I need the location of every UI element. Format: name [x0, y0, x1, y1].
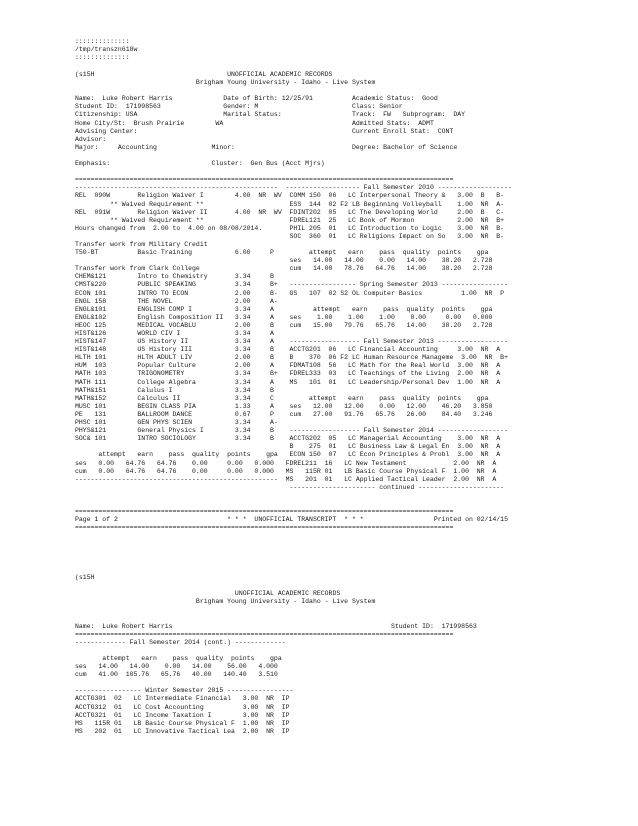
transcript-line: ================================================================================================= — [75, 508, 454, 516]
transcript-line: :::::::::::::: — [75, 38, 130, 45]
transcript-line: Advising Center: Current Enroll Stat: CONT — [75, 127, 454, 135]
transcript-line: ** Waived Requirement ** FDREL121 25 LC Book of Mormon 2.00 NR B+ — [75, 216, 505, 224]
file-header — [75, 38, 137, 62]
transcript-line: Emphasis: Cluster: Gen Bus (Acct Mjrs) — [75, 160, 325, 168]
transcript-line — [75, 87, 512, 95]
transcript-line: Transfer work from Military Credit — [75, 240, 208, 248]
transcript-line: CHEM&121 Intro to Chemistry 3.34 B — [75, 273, 274, 281]
transcript-line: PHYS&121 General Physics I 3.34 B ------------------ Fall Semester 2014 ------------------ — [75, 427, 508, 435]
transcript-line: ---------------------- continued ---------------------- — [75, 483, 505, 491]
transcript-line: (s15H — [75, 574, 95, 581]
transcript-line: T50-BT Basic Training 6.00 P attempt earn pass quality points gpa — [75, 249, 489, 257]
transcript-line: PHSC 101 GEN PHYS SCIEN 3.34 A- — [75, 419, 278, 427]
transcript-line: cum 0.00 64.76 64.76 0.00 0.00 0.000 MS 115R 01 LB Basic Course Physical F 1.00 NR A — [75, 467, 497, 475]
transcript-line: HLTH 101 HLTH ADULT LIV 2.00 B B 370 06 F2 LC Human Resource Manageme 3.00 NR B+ — [75, 354, 508, 362]
transcript-line: Name: Luke Robert Harris Student ID: 171998563 — [75, 622, 477, 630]
transcript-line: Brigham Young University - Idaho - Live System — [75, 79, 376, 87]
transcript-line: ================================================================================================= — [75, 630, 454, 638]
transcript-line: ECON 101 INTRO TO ECON 2.00 B- GS 107 02 S2 OL Computer Basics 1.00 NR P — [75, 289, 505, 297]
transcript-line: HUM 103 Popular Culture 2.00 A FDMAT108 56 LC Math for the Real World 3.00 NR A — [75, 362, 501, 370]
transcript-line — [75, 492, 512, 500]
transcript-line: Citizenship: USA Marital Status: Track: FW Subprogram: DAY — [75, 111, 466, 119]
transcript-line: Transfer work from Clark College cum 14.00 78.76 64.76 14.00 38.20 2.728 — [75, 265, 493, 273]
transcript-line: ACCTG321 01 LC Income Taxation I 3.00 NR IP — [75, 711, 290, 719]
transcript-page-2 — [75, 574, 477, 736]
transcript-line: cum 41.00 105.76 65.76 40.00 140.40 3.510 — [75, 671, 278, 679]
transcript-line: MATH 111 College Algebra 3.34 A MS 101 01 LC Leadership/Personal Dev 1.00 NR A — [75, 378, 501, 386]
transcript-line: Home City/St: Brush Prairie WA Admitted Stats: ADMT — [75, 119, 434, 127]
transcript-line: UNOFFICIAL ACADEMIC RECORDS — [75, 590, 341, 598]
transcript-line: SOC 360 01 LC Religions Impact on So 3.00 NR B- — [75, 232, 505, 240]
transcript-line: ---------------------------------------------------- MS 201 01 LC Applied Tactical Leader 2.00 NR A — [75, 475, 497, 483]
transcript-line — [75, 679, 477, 687]
transcript-line: CMST&220 PUBLIC SPEAKING 3.34 B+ ----------------- Spring Semester 2013 ----------------- — [75, 281, 508, 289]
transcript-line: MATH 103 TRIGONOMETRY 3.34 B+ FDREL333 03 LC Teachings of the Living 2.00 NR A — [75, 370, 501, 378]
transcript-line: HEOC 125 MEDICAL VOCABLU 2.00 B cum 15.00 79.76 65.76 14.00 38.20 2.728 — [75, 321, 493, 329]
transcript-line: :::::::::::::: — [75, 54, 130, 62]
transcript-line: B 275 01 LC Business Law & Legal En 3.00 NR A — [75, 443, 501, 451]
transcript-line: MS 202 01 LC Innovative Tactical Lea 2.00 NR IP — [75, 727, 290, 735]
transcript-line — [75, 168, 512, 176]
transcript-line: SOC& 101 INTRO SOCIOLOGY 3.34 B ACCTG202 05 LC Managerial Accounting 3.00 NR A — [75, 435, 501, 443]
transcript-line: attempt earn pass quality points gpa — [75, 654, 282, 662]
transcript-line: HIST&147 US History II 3.34 A ------------------ Fall Semester 2013 ------------------ — [75, 338, 508, 346]
transcript-line: MATH&152 Calculus II 3.34 C attempt earn pass quality points gpa — [75, 394, 489, 402]
transcript-line: Name: Luke Robert Harris Date of Birth: 12/25/91 Academic Status: Good — [75, 95, 438, 103]
transcript-line: MUSC 101 BEGIN CLASS PIA 1.33 A ses 12.00 12.00 0.00 12.00 46.20 3.850 — [75, 402, 493, 410]
transcript-line: Hours changed from 2.00 to 4.00 on 08/08/2014. PHIL 205 01 LC Introduction to Logic 3.00 NR B- — [75, 224, 505, 232]
transcript-page-1 — [75, 71, 512, 532]
transcript-line: ACCTG301 02 LC Intermediate Financial 3.00 NR IP — [75, 695, 290, 703]
transcript-line — [75, 500, 512, 508]
transcript-line: REL 090W Religion Waiver I 4.00 NR WV COMM 150 06 LC Interpersonal Theory & 3.00 B B- — [75, 192, 505, 200]
transcript-line: ---------------------------------------------------- ------------------- Fall Semester 2010 ------------------- — [75, 184, 512, 192]
transcript-line: ses 14.00 14.00 0.00 14.00 38.20 2.728 — [75, 257, 493, 265]
transcript-line: Major: Accounting Minor: Degree: Bachelor of Science — [75, 143, 458, 151]
transcript-line: REL 091W Religion Waiver II 4.00 NR WV FDINT202 05 LC The Developing World 2.00 B C- — [75, 208, 505, 216]
transcript-line: ------------- Fall Semester 2014 (cont.) ------------- — [75, 638, 286, 646]
transcript-line — [75, 582, 477, 590]
transcript-line: Student ID: 171998563 Gender: M Class: Senior — [75, 103, 403, 111]
transcript-line: ses 14.00 14.00 0.00 14.00 56.00 4.000 — [75, 663, 278, 671]
transcript-line: ENGL 158 THE NOVEL 2.00 A- — [75, 297, 278, 305]
transcript-line: ENGL&102 English Composition II 3.34 A ses 1.00 1.00 1.00 0.00 0.00 0.000 — [75, 313, 493, 321]
transcript-line: PE 131 BALLROOM DANCE 0.67 P cum 27.00 91.76 65.76 26.00 84.40 3.246 — [75, 410, 493, 418]
transcript-line: (s15H UNOFFICIAL ACADEMIC RECORDS — [75, 71, 333, 78]
transcript-line: MATH&151 Calulus I 3.34 B — [75, 386, 274, 394]
transcript-line: HIST&126 WORLD CIV I 3.34 A — [75, 330, 274, 337]
transcript-line: ACCTG312 01 LC Cost Accounting 3.00 NR IP — [75, 703, 290, 711]
transcript-line: /tmp/transzn618w — [75, 46, 138, 54]
transcript-line: MS 115R 01 LB Basic Course Physical F 1.00 NR IP — [75, 719, 290, 727]
transcript-line: Page 1 of 2 * * * UNOFFICIAL TRANSCRIPT * * * Printed on 02/14/15 — [75, 516, 508, 524]
transcript-line: ================================================================================================= — [75, 176, 454, 184]
transcript-line: ses 0.00 64.76 64.76 0.00 0.00 0.000 FDREL211 16 LC New Testament 2.00 NR A — [75, 459, 497, 467]
transcript-line: Advisor: — [75, 135, 107, 143]
transcript-line — [75, 152, 512, 160]
transcript-line — [75, 606, 477, 614]
transcript-line: ** Waived Requirement ** ESS 144 02 F2 LB Beginning Volleyball 1.00 NR A- — [75, 200, 505, 208]
transcript-line — [75, 614, 477, 622]
transcript-line: ENGL&101 ENGLISH COMP I 3.34 A attempt earn pass quality points gpa — [75, 305, 493, 313]
transcript-line — [75, 647, 477, 655]
transcript-line: ----------------- Winter Semester 2015 ----------------- — [75, 687, 294, 695]
transcript-line: HIST&148 US History III 3.34 B ACCTG201 06 LC Financial Accounting 3.00 NR A — [75, 346, 501, 354]
transcript-line: attempt earn pass quality points gpa ECON 150 07 LC Econ Principles & Probl 3.00 NR A — [75, 451, 501, 459]
transcript-line: ================================================================================================= — [75, 524, 454, 532]
transcript-line: Brigham Young University - Idaho - Live System — [75, 598, 376, 606]
